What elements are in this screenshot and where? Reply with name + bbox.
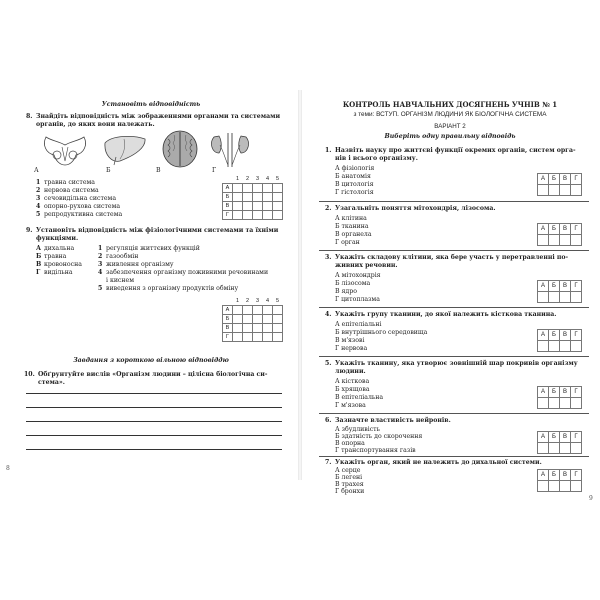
instruction: Виберіть одну правильну відповідь [384, 133, 516, 140]
page-number-right: 9 [589, 495, 593, 502]
page-number-left: 8 [6, 465, 10, 472]
q8-answer-grid[interactable]: 1 2 3 4 5 А Б В Г [222, 175, 283, 220]
img-label-a: А [34, 167, 39, 174]
right-page: КОНТРОЛЬ НАВЧАЛЬНИХ ДОСЯГНЕНЬ УЧНІВ № 1 з теми: ВСТУП. ОРГАНІЗМ ЛЮДИНИ ЯК БІОЛОГІЧНА СИСТЕМА ВАРІАНТ 2 Виберіть одну правильну відповідь 1. Назвіть науку про життєві функції окремих органів, систем орга- нів і всього організму. А фізіологія Б анатомія В цитологія Г гістологія А Б В Г 2. Узагальніть поняття мітохондрія, лізосома. А клітина Б тканина В органела Г орган А Б В Г 3. Укажіть складову клітини, яка бере участь у перетравленні по- живних речовин. А мітохондрія Б лізосома В ядро Г цитоплазма А Б В Г 4. Укажіть групу тканини, до якої належить кісткова тканина. А епітеліальні Б внутрішнього середовища В м'язові Г нервова А Б В Г 5. Укажіть тканину, яка утворює зовнішній шар покривів організму людини. А кісткова Б хрящова В епітеліальна Г м'язова А Б В Г 6. Зазначте властивість нейронів. А збудливість Б здатність до скорочення В опорна Г транспортування газів А Б В Г 7. Укажіть орган, який не належить до дихальної системи. А серце Б легені В трахея Г бронхи А Б В Г 9 [305, 95, 595, 475]
q1-answer-boxes[interactable]: А Б В Г [537, 173, 582, 196]
q9-text-line1: Установіть відповідність між фізіологічними системами та їхніми [36, 227, 279, 234]
img-label-g: Г [212, 167, 217, 174]
img-label-b: Б [106, 167, 111, 174]
q3-answer-boxes[interactable]: А Б В Г [537, 280, 582, 303]
q10-number: 10. [24, 371, 35, 378]
q4-answer-boxes[interactable]: А Б В Г [537, 329, 582, 352]
test-title: КОНТРОЛЬ НАВЧАЛЬНИХ ДОСЯГНЕНЬ УЧНІВ № 1 [342, 100, 558, 109]
variant-label: ВАРІАНТ 2 [434, 123, 466, 130]
q2-answer-boxes[interactable]: А Б В Г [537, 223, 582, 246]
test-subtitle: з теми: ВСТУП. ОРГАНІЗМ ЛЮДИНИ ЯК БІОЛОГІЧНА СИСТЕМА [353, 111, 547, 118]
img-label-v: В [156, 167, 161, 174]
q9-answer-grid[interactable]: 1 2 3 4 5 А Б В Г [222, 297, 283, 342]
q8-number: 8. [26, 113, 33, 120]
q7-answer-boxes[interactable]: А Б В Г [537, 469, 582, 492]
q8-text-line1: Знайдіть відповідність між зображеннями органами та системами [36, 113, 281, 120]
q9-text-line2: функціями. [36, 235, 79, 242]
section-heading-matching: Установіть відповідність [101, 101, 201, 108]
kidneys-image [210, 131, 250, 169]
pelvis-image [40, 131, 90, 169]
q10-text-line1: Обґрунтуйте вислів «Організм людини – цілісна біологічна си- [38, 371, 268, 378]
q10-text-line2: стема». [38, 379, 65, 386]
book-gutter [298, 90, 302, 480]
q8-text-line2: органів, до яких вони належать. [36, 121, 155, 128]
section-heading-short-answer: Завдання з короткою вільною відповіддю [73, 357, 229, 364]
q6-answer-boxes[interactable]: А Б В Г [537, 431, 582, 454]
q9-number: 9. [26, 227, 33, 234]
brain-image [160, 129, 200, 169]
q5-answer-boxes[interactable]: А Б В Г [537, 386, 582, 409]
left-page: Установіть відповідність 8. Знайдіть відповідність між зображеннями органами та системами органів, до яких вони належать. А Б В Г 1 травна система 2 нервова система 3 сечовидільна система 4 опорно-рухова система 5 репродуктивна система 1 2 3 4 5 А Б В Г 9. Установіть відповідність між фізіологічними системами та їхніми функціями. А дихальна Б травна В кровоносна Г видільна 1 регуляція життєвих функцій 2 газообмін 3 живлення організму 4 забезпечення організму поживними речовинами і киснем 5 виведення з організму продуктів обміну 1 2 3 4 5 А Б В Г Завдання з короткою вільною відповіддю 10. Обґрунтуйте вислів «Організм людини – цілісна біологічна си- стема». 8 [6, 95, 296, 475]
liver-image [102, 133, 148, 169]
